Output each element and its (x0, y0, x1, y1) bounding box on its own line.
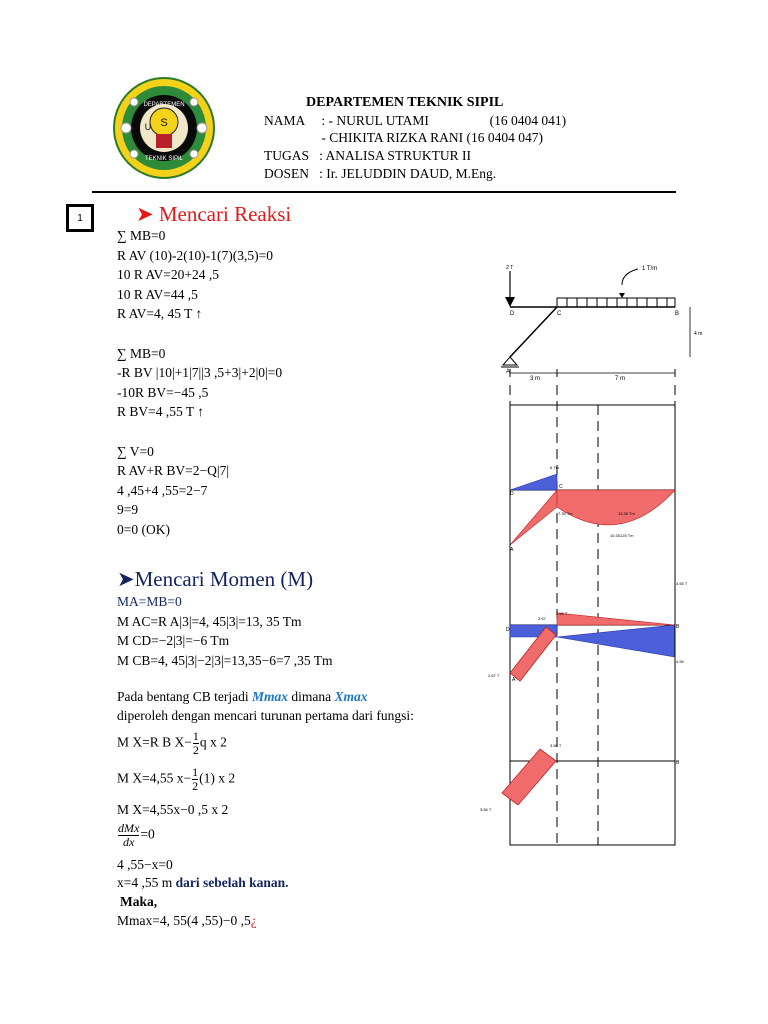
eq-solve2: x=4 ,55 m dari sebelah kanan. (117, 875, 289, 890)
svg-text:B: B (676, 760, 680, 766)
eq-line: R AV (10)-2(10)-1(7)(3,5)=0 (117, 247, 273, 263)
eq-mx2: M X=4,55 x− $\frac{1}{2}$ (1) x 2 (117, 765, 236, 793)
svg-text:B: B (675, 311, 680, 317)
svg-text:6 Tm: 6 Tm (550, 465, 560, 470)
svg-text:A: A (506, 369, 511, 375)
svg-text:13.35 Tm: 13.35 Tm (618, 511, 635, 516)
eq-solve1: 4 ,55−x=0 (117, 857, 173, 872)
arrow-bullet-icon: ➤ (136, 202, 154, 226)
svg-text:2.67 T: 2.67 T (488, 673, 500, 678)
svg-text:4 m: 4 m (694, 331, 703, 337)
eq-line: ∑ MB=0 (117, 228, 166, 243)
svg-text:7.35 Tm: 7.35 Tm (558, 511, 573, 516)
svg-text:C: C (559, 484, 563, 490)
svg-text:A: A (510, 547, 514, 553)
svg-text:7 m: 7 m (615, 376, 626, 382)
shear-diagram (488, 580, 688, 683)
eq-line: M CB=4, 45|3|−2|3|=13,35−6=7 ,35 Tm (117, 652, 333, 668)
moment-diagram (510, 465, 675, 553)
structure-diagrams (470, 245, 710, 850)
eq-line (117, 422, 282, 442)
header-row-lecturer: DOSEN : Ir. JELUDDIN DAUD, M.Eng. (264, 166, 497, 181)
eq-line: 0=0 (OK) (117, 521, 170, 537)
eq-line: 4 ,45+4 ,55=2−7 (117, 482, 208, 498)
eq-line: -10R BV=−45 ,5 (117, 384, 209, 400)
section1-lines (117, 226, 282, 540)
header-divider (92, 191, 676, 193)
section-title-momen: ➤Mencari Momen (M) (117, 567, 314, 591)
eq-line: M CD=−2|3|=−6 Tm (117, 633, 230, 649)
eq-line: R AV=4, 45 T ↑ (117, 306, 203, 322)
svg-text:4.55 T: 4.55 T (676, 581, 688, 586)
eq-line: ∑ V=0 (117, 443, 154, 459)
eq-line: R BV=4 ,55 T ↑ (117, 404, 205, 420)
eq-line: ∑ MB=0 (117, 345, 166, 361)
svg-text:4.55: 4.55 (676, 659, 684, 664)
eq-mx3: M X=4,55x−0 ,5 x 2 (117, 802, 229, 817)
number-box: 1 (66, 204, 94, 232)
eq-final: Mmax=4, 55(4 ,55)−0 ,5¿ (117, 913, 257, 928)
header-row-task: TUGAS : ANALISA STRUKTUR II (264, 148, 472, 163)
paragraph-line2: diperoleh dengan mencari turunan pertama dari fungsi: (117, 708, 414, 723)
xmax-term: Xmax (334, 689, 368, 704)
logo-text: TEKNIK SIPIL (144, 156, 184, 162)
arrow-bullet-icon: ➤ (117, 567, 135, 591)
svg-text:2.67: 2.67 (538, 616, 546, 621)
eq-line: -R BV |10|+1|7||3 ,5+3|+2|0|=0 (117, 365, 283, 381)
logo-letter: U (144, 122, 152, 132)
svg-text:2 T: 2 T (506, 265, 514, 271)
department-title: DEPARTEMEN TEKNIK SIPIL (306, 95, 504, 110)
logo-letter: S (160, 117, 168, 129)
eq-mx1: M X=R B X− $\frac{1}{2}$ q x 2 (117, 729, 227, 757)
svg-text:A: A (512, 677, 516, 683)
svg-text:D: D (510, 311, 515, 317)
svg-text:D: D (510, 491, 514, 497)
svg-text:2.55 T: 2.55 T (556, 611, 568, 616)
svg-text:3 m: 3 m (530, 376, 541, 382)
eq-line: 10 R AV=20+24 ,5 (117, 267, 219, 283)
eq-line: M AC=R A|3|=4, 45|3|=13, 35 Tm (117, 613, 302, 629)
svg-text:C: C (557, 311, 562, 317)
svg-text:1 T/m: 1 T/m (642, 266, 658, 272)
university-logo (112, 76, 216, 180)
eq-line: MA=MB=0 (117, 594, 182, 609)
section2-lines (117, 592, 333, 670)
logo-text: DEPARTEMEN (143, 102, 185, 108)
eq-derivative: $\frac{\text{dMx}}{dx}$ =0 (118, 821, 155, 849)
svg-text:B: B (676, 624, 680, 630)
svg-text:3.56 T: 3.56 T (480, 807, 492, 812)
header-row-name2: - CHIKITA RIZKA RANI (16 0404 047) (264, 130, 544, 145)
maka-label: Maka, (120, 894, 158, 909)
svg-text:3.56 T: 3.56 T (550, 743, 562, 748)
paragraph-span: Pada bentang CB terjadi Mmax dimana Xmax (117, 689, 368, 704)
svg-text:10.35125 Tm: 10.35125 Tm (610, 533, 634, 538)
mmax-term: Mmax (251, 689, 288, 704)
header-row-name: NAMA : - NURUL UTAMI (16 0404 041) (264, 113, 567, 128)
eq-line: 10 R AV=44 ,5 (117, 286, 198, 302)
frame-diagram (501, 265, 702, 382)
section-title-reaksi: ➤ Mencari Reaksi (136, 202, 292, 226)
eq-line: 9=9 (117, 502, 139, 518)
eq-line: R AV+R BV=2−Q|7| (117, 463, 230, 479)
eq-line (117, 324, 282, 344)
svg-text:D: D (506, 627, 510, 633)
